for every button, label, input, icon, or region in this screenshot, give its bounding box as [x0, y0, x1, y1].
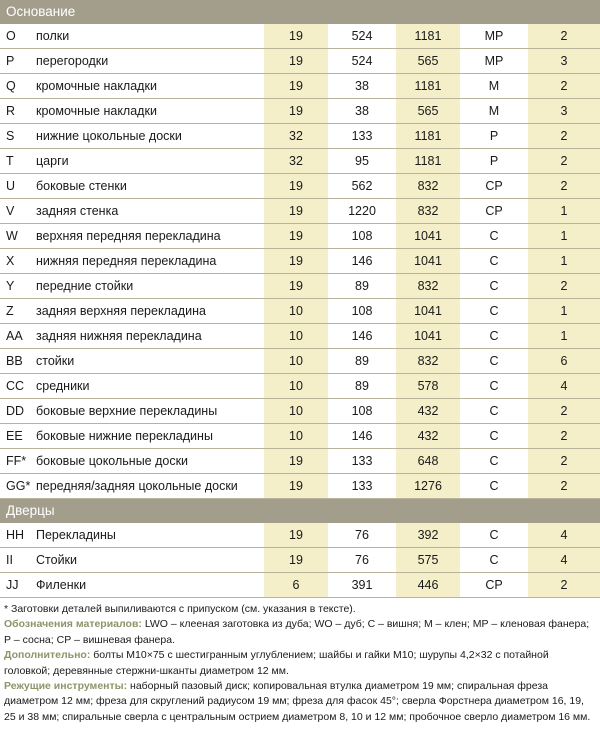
- part-id: BB: [0, 349, 36, 374]
- tools-text: наборный пазовый диск; копировальная втулка диаметром 19 мм; спиральная фреза диаметром 12 мм; фреза для скруглений радиусом 19 мм; фреза для фасок 45°; сверла Форстнера диаметром 16, 19, 25 и 38 мм; спиральные сверла с центральным острием диаметром 8, 10 и 12 мм; пробочное сверло диаметром 16 мм.: [4, 680, 591, 723]
- parts-table-doors: [0, 523, 600, 598]
- part-material: СР: [460, 573, 528, 598]
- part-thickness: 19: [264, 24, 328, 49]
- part-thickness: 19: [264, 249, 328, 274]
- part-quantity: 2: [528, 399, 600, 424]
- part-material: С: [460, 548, 528, 573]
- table-row: [0, 548, 600, 573]
- part-quantity: 1: [528, 249, 600, 274]
- part-name: нижняя передняя перекладина: [36, 249, 264, 274]
- tools-label: Режущие инструменты:: [4, 680, 128, 693]
- part-thickness: 10: [264, 399, 328, 424]
- part-id: AA: [0, 324, 36, 349]
- part-width: 391: [328, 573, 396, 598]
- part-name: верхняя передняя перекладина: [36, 224, 264, 249]
- part-width: 89: [328, 274, 396, 299]
- part-length: 392: [396, 523, 460, 548]
- part-thickness: 19: [264, 74, 328, 99]
- part-length: 832: [396, 174, 460, 199]
- part-thickness: 10: [264, 374, 328, 399]
- part-thickness: 19: [264, 274, 328, 299]
- part-width: 89: [328, 349, 396, 374]
- part-material: Р: [460, 124, 528, 149]
- part-width: 146: [328, 249, 396, 274]
- part-name: стойки: [36, 349, 264, 374]
- part-material: С: [460, 299, 528, 324]
- part-name: боковые стенки: [36, 174, 264, 199]
- part-id: Q: [0, 74, 36, 99]
- notes-block: [0, 598, 600, 725]
- part-material: С: [460, 249, 528, 274]
- part-name: задняя нижняя перекладина: [36, 324, 264, 349]
- part-id: P: [0, 49, 36, 74]
- part-length: 832: [396, 349, 460, 374]
- part-name: кромочные накладки: [36, 74, 264, 99]
- table-row: [0, 449, 600, 474]
- part-quantity: 2: [528, 124, 600, 149]
- part-thickness: 32: [264, 124, 328, 149]
- table-row: [0, 249, 600, 274]
- part-quantity: 1: [528, 324, 600, 349]
- part-thickness: 19: [264, 548, 328, 573]
- part-width: 146: [328, 324, 396, 349]
- part-material: С: [460, 424, 528, 449]
- part-material: С: [460, 523, 528, 548]
- table-row: [0, 424, 600, 449]
- footnote: * Заготовки деталей выпиливаются с припуском (см. указания в тексте).: [4, 603, 356, 615]
- part-id: JJ: [0, 573, 36, 598]
- part-name: нижние цокольные доски: [36, 124, 264, 149]
- part-material: С: [460, 474, 528, 499]
- parts-table-base: [0, 24, 600, 499]
- part-thickness: 19: [264, 99, 328, 124]
- table-row: [0, 349, 600, 374]
- part-width: 76: [328, 523, 396, 548]
- part-quantity: 2: [528, 149, 600, 174]
- materials-label: Обозначения материалов:: [4, 618, 142, 631]
- part-quantity: 2: [528, 74, 600, 99]
- part-quantity: 4: [528, 374, 600, 399]
- part-width: 108: [328, 224, 396, 249]
- part-length: 1181: [396, 74, 460, 99]
- cutting-tools: [4, 679, 594, 725]
- table-row: [0, 374, 600, 399]
- table-row: [0, 523, 600, 548]
- table-row: [0, 49, 600, 74]
- part-length: 648: [396, 449, 460, 474]
- part-id: GG*: [0, 474, 36, 499]
- part-id: U: [0, 174, 36, 199]
- part-material: СР: [460, 174, 528, 199]
- part-length: 832: [396, 199, 460, 224]
- part-material: С: [460, 399, 528, 424]
- part-width: 133: [328, 474, 396, 499]
- part-quantity: 2: [528, 174, 600, 199]
- part-thickness: 10: [264, 424, 328, 449]
- part-quantity: 2: [528, 24, 600, 49]
- part-length: 432: [396, 399, 460, 424]
- part-id: S: [0, 124, 36, 149]
- part-name: передняя/задняя цокольные доски: [36, 474, 264, 499]
- part-length: 575: [396, 548, 460, 573]
- part-id: X: [0, 249, 36, 274]
- part-name: боковые нижние перекладины: [36, 424, 264, 449]
- part-length: 832: [396, 274, 460, 299]
- part-quantity: 3: [528, 99, 600, 124]
- part-name: боковые верхние перекладины: [36, 399, 264, 424]
- part-length: 432: [396, 424, 460, 449]
- part-quantity: 6: [528, 349, 600, 374]
- part-name: боковые цокольные доски: [36, 449, 264, 474]
- part-name: Филенки: [36, 573, 264, 598]
- part-thickness: 19: [264, 224, 328, 249]
- part-width: 524: [328, 49, 396, 74]
- part-quantity: 2: [528, 449, 600, 474]
- part-material: С: [460, 349, 528, 374]
- table-row: [0, 274, 600, 299]
- part-width: 76: [328, 548, 396, 573]
- part-quantity: 1: [528, 199, 600, 224]
- part-id: HH: [0, 523, 36, 548]
- part-quantity: 4: [528, 548, 600, 573]
- part-thickness: 10: [264, 324, 328, 349]
- part-length: 1041: [396, 324, 460, 349]
- part-id: II: [0, 548, 36, 573]
- part-length: 1041: [396, 224, 460, 249]
- part-material: М: [460, 99, 528, 124]
- part-name: задняя верхняя перекладина: [36, 299, 264, 324]
- part-name: передние стойки: [36, 274, 264, 299]
- part-name: средники: [36, 374, 264, 399]
- part-id: O: [0, 24, 36, 49]
- part-material: СР: [460, 199, 528, 224]
- part-length: 1276: [396, 474, 460, 499]
- part-id: V: [0, 199, 36, 224]
- part-thickness: 19: [264, 49, 328, 74]
- part-id: Y: [0, 274, 36, 299]
- table-row: [0, 399, 600, 424]
- part-width: 38: [328, 74, 396, 99]
- materials-legend: [4, 617, 594, 648]
- part-material: С: [460, 274, 528, 299]
- section-header-base: Основание: [0, 0, 600, 24]
- part-id: W: [0, 224, 36, 249]
- part-name: задняя стенка: [36, 199, 264, 224]
- part-id: T: [0, 149, 36, 174]
- table-row: [0, 299, 600, 324]
- part-quantity: 1: [528, 299, 600, 324]
- part-width: 524: [328, 24, 396, 49]
- part-length: 1041: [396, 249, 460, 274]
- part-width: 133: [328, 124, 396, 149]
- part-length: 1181: [396, 24, 460, 49]
- part-length: 1181: [396, 149, 460, 174]
- part-thickness: 19: [264, 474, 328, 499]
- part-material: Р: [460, 149, 528, 174]
- part-length: 446: [396, 573, 460, 598]
- part-material: МР: [460, 49, 528, 74]
- table-row: [0, 99, 600, 124]
- part-length: 1041: [396, 299, 460, 324]
- part-id: R: [0, 99, 36, 124]
- part-material: М: [460, 74, 528, 99]
- part-id: FF*: [0, 449, 36, 474]
- part-thickness: 19: [264, 523, 328, 548]
- table-row: [0, 324, 600, 349]
- part-quantity: 2: [528, 573, 600, 598]
- part-name: Стойки: [36, 548, 264, 573]
- table-row: [0, 74, 600, 99]
- part-thickness: 19: [264, 199, 328, 224]
- part-width: 133: [328, 449, 396, 474]
- part-thickness: 10: [264, 349, 328, 374]
- part-thickness: 6: [264, 573, 328, 598]
- extra-hardware: [4, 648, 594, 679]
- part-width: 108: [328, 299, 396, 324]
- part-width: 1220: [328, 199, 396, 224]
- part-length: 578: [396, 374, 460, 399]
- part-id: EE: [0, 424, 36, 449]
- part-quantity: 4: [528, 523, 600, 548]
- part-material: С: [460, 324, 528, 349]
- part-material: МР: [460, 24, 528, 49]
- extra-text: болты М10×75 с шестигранным углублением; шайбы и гайки М10; шурупы 4,2×32 с потайной головкой; деревянные стержни-шканты диаметром 12 мм.: [4, 649, 549, 677]
- part-name: кромочные накладки: [36, 99, 264, 124]
- part-width: 38: [328, 99, 396, 124]
- materials-text: LWO – клееная заготовка из дуба; WO – дуб; С – вишня; М – клен; МР – кленовая фанера; Р – сосна; СР – вишневая фанера.: [4, 618, 590, 646]
- part-length: 565: [396, 99, 460, 124]
- part-material: С: [460, 224, 528, 249]
- part-quantity: 2: [528, 274, 600, 299]
- part-quantity: 3: [528, 49, 600, 74]
- part-material: С: [460, 449, 528, 474]
- part-thickness: 19: [264, 449, 328, 474]
- part-length: 1181: [396, 124, 460, 149]
- part-thickness: 32: [264, 149, 328, 174]
- part-id: CC: [0, 374, 36, 399]
- table-row: [0, 174, 600, 199]
- part-name: Перекладины: [36, 523, 264, 548]
- table-row: [0, 24, 600, 49]
- part-length: 565: [396, 49, 460, 74]
- part-width: 95: [328, 149, 396, 174]
- part-width: 562: [328, 174, 396, 199]
- part-name: перегородки: [36, 49, 264, 74]
- part-quantity: 1: [528, 224, 600, 249]
- part-width: 146: [328, 424, 396, 449]
- table-row: [0, 149, 600, 174]
- table-row: [0, 474, 600, 499]
- table-row: [0, 224, 600, 249]
- part-width: 108: [328, 399, 396, 424]
- extra-label: Дополнительно:: [4, 649, 91, 662]
- part-name: царги: [36, 149, 264, 174]
- table-row: [0, 124, 600, 149]
- part-quantity: 2: [528, 474, 600, 499]
- part-width: 89: [328, 374, 396, 399]
- table-row: [0, 199, 600, 224]
- part-quantity: 2: [528, 424, 600, 449]
- part-id: Z: [0, 299, 36, 324]
- part-material: С: [460, 374, 528, 399]
- part-thickness: 19: [264, 174, 328, 199]
- part-name: полки: [36, 24, 264, 49]
- part-id: DD: [0, 399, 36, 424]
- section-header-doors: Дверцы: [0, 499, 600, 523]
- part-thickness: 10: [264, 299, 328, 324]
- table-row: [0, 573, 600, 598]
